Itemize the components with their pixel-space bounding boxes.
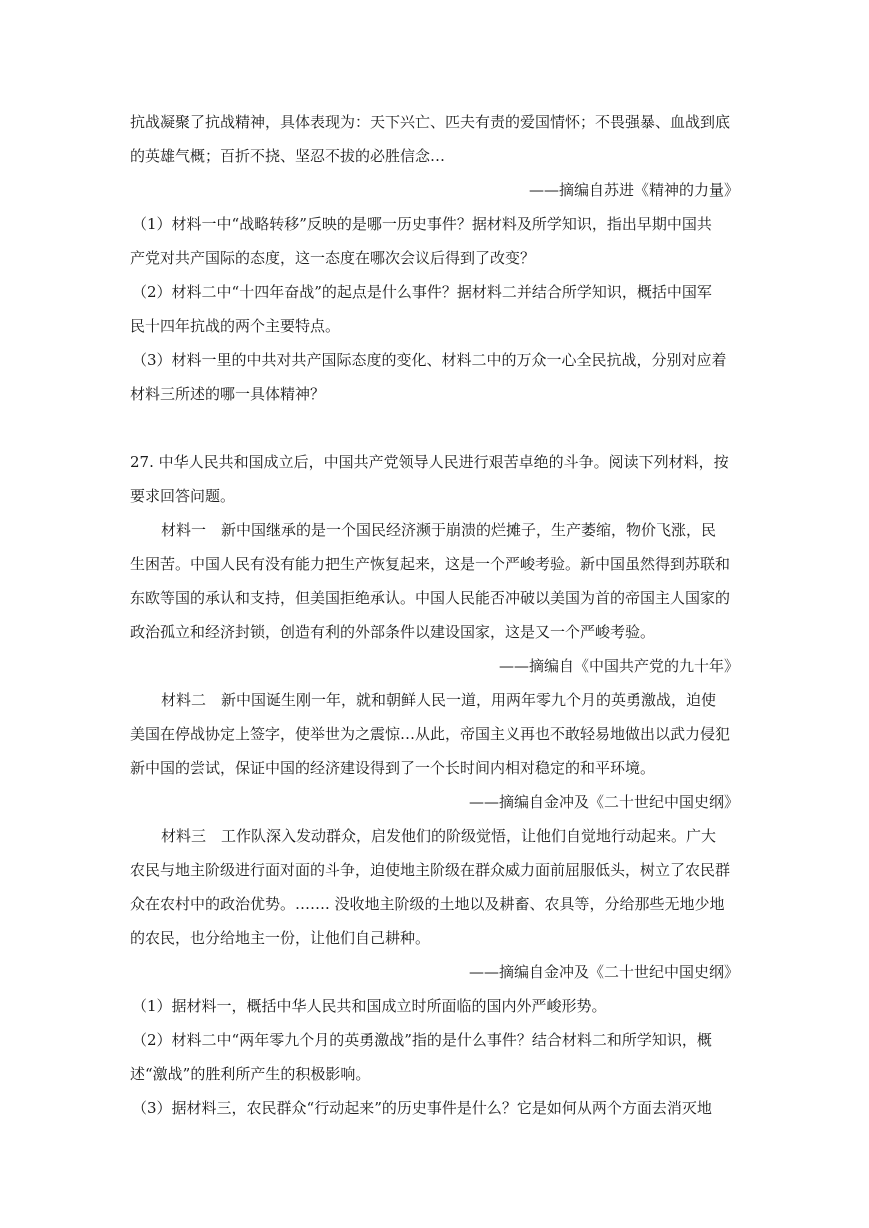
material-3-line: 的农民，也分给地主一份，让他们自己耕种。	[130, 929, 431, 947]
question-line: 民十四年抗战的两个主要特点。	[130, 317, 341, 335]
paragraph-line: 抗战凝聚了抗战精神，具体表现为：天下兴亡、匹夫有责的爱国情怀；不畏强暴、血战到底	[130, 113, 731, 131]
question-27-intro: 27. 中华人民共和国成立后，中国共产党领导人民进行艰苦卓绝的斗争。阅读下列材料，按	[130, 453, 729, 471]
material-2-line: 材料二 新中国诞生刚一年，就和朝鲜人民一道，用两年零九个月的英勇激战，迫使	[161, 691, 717, 709]
question-line: （1）材料一中“战略转移”反映的是哪一历史事件？据材料及所学知识，指出早期中国共	[132, 215, 712, 233]
question-27-intro: 要求回答问题。	[130, 487, 236, 505]
material-2-line: 新中国的尝试，保证中国的经济建设得到了一个长时间内相对稳定的和平环境。	[130, 759, 656, 777]
question-line: 材料三所述的哪一具体精神？	[130, 385, 326, 403]
material-1-line: 生困苦。中国人民有没有能力把生产恢复起来，这是一个严峻考验。新中国虽然得到苏联和	[130, 555, 731, 573]
material-1-line: 政治孤立和经济封锁，创造有利的外部条件以建设国家，这是又一个严峻考验。	[130, 623, 656, 641]
material-1-source: ——摘编自《中国共产党的九十年》	[498, 657, 739, 675]
material-1-line: 材料一 新中国继承的是一个国民经济濒于崩溃的烂摊子，生产萎缩，物价飞涨，民	[161, 521, 717, 539]
material-3-line: 农民与地主阶级进行面对面的斗争，迫使地主阶级在群众威力面前屈服低头，树立了农民群	[130, 861, 731, 879]
material-3-line: 材料三 工作队深入发动群众，启发他们的阶级觉悟，让他们自觉地行动起来。广大	[161, 827, 717, 845]
question-line: （2）材料二中“十四年奋战”的起点是什么事件？据材料二并结合所学知识，概括中国军	[132, 283, 712, 301]
paragraph-line: 的英雄气概；百折不挠、坚忍不拔的必胜信念…	[130, 147, 446, 165]
source-citation: ——摘编自苏进《精神的力量》	[528, 181, 739, 199]
question-line: （2）材料二中“两年零九个月的英勇激战”指的是什么事件？结合材料二和所学知识，概	[132, 1031, 712, 1049]
question-line: （3）材料一里的中共对共产国际态度的变化、材料二中的万众一心全民抗战，分别对应着	[132, 351, 727, 369]
question-line: 产党对共产国际的态度，这一态度在哪次会议后得到了改变？	[130, 249, 536, 267]
material-3-line: 众在农村中的政治优势。……. 没收地主阶级的土地以及耕畜、农具等，分给那些无地少地	[130, 895, 725, 913]
question-line: 述“激战”的胜利所产生的积极影响。	[130, 1065, 371, 1083]
material-2-line: 美国在停战协定上签字，使举世为之震惊…从此，帝国主义再也不敢轻易地做出以武力侵犯	[130, 725, 731, 743]
question-line: （3）据材料三，农民群众“行动起来”的历史事件是什么？它是如何从两个方面去消灭地	[132, 1099, 712, 1117]
material-3-source: ——摘编自金冲及《二十世纪中国史纲》	[468, 963, 739, 981]
question-line: （1）据材料一，概括中华人民共和国成立时所面临的国内外严峻形势。	[132, 997, 607, 1015]
material-2-source: ——摘编自金冲及《二十世纪中国史纲》	[468, 793, 739, 811]
material-1-line: 东欧等国的承认和支持，但美国拒绝承认。中国人民能否冲破以美国为首的帝国主人国家的	[130, 589, 731, 607]
